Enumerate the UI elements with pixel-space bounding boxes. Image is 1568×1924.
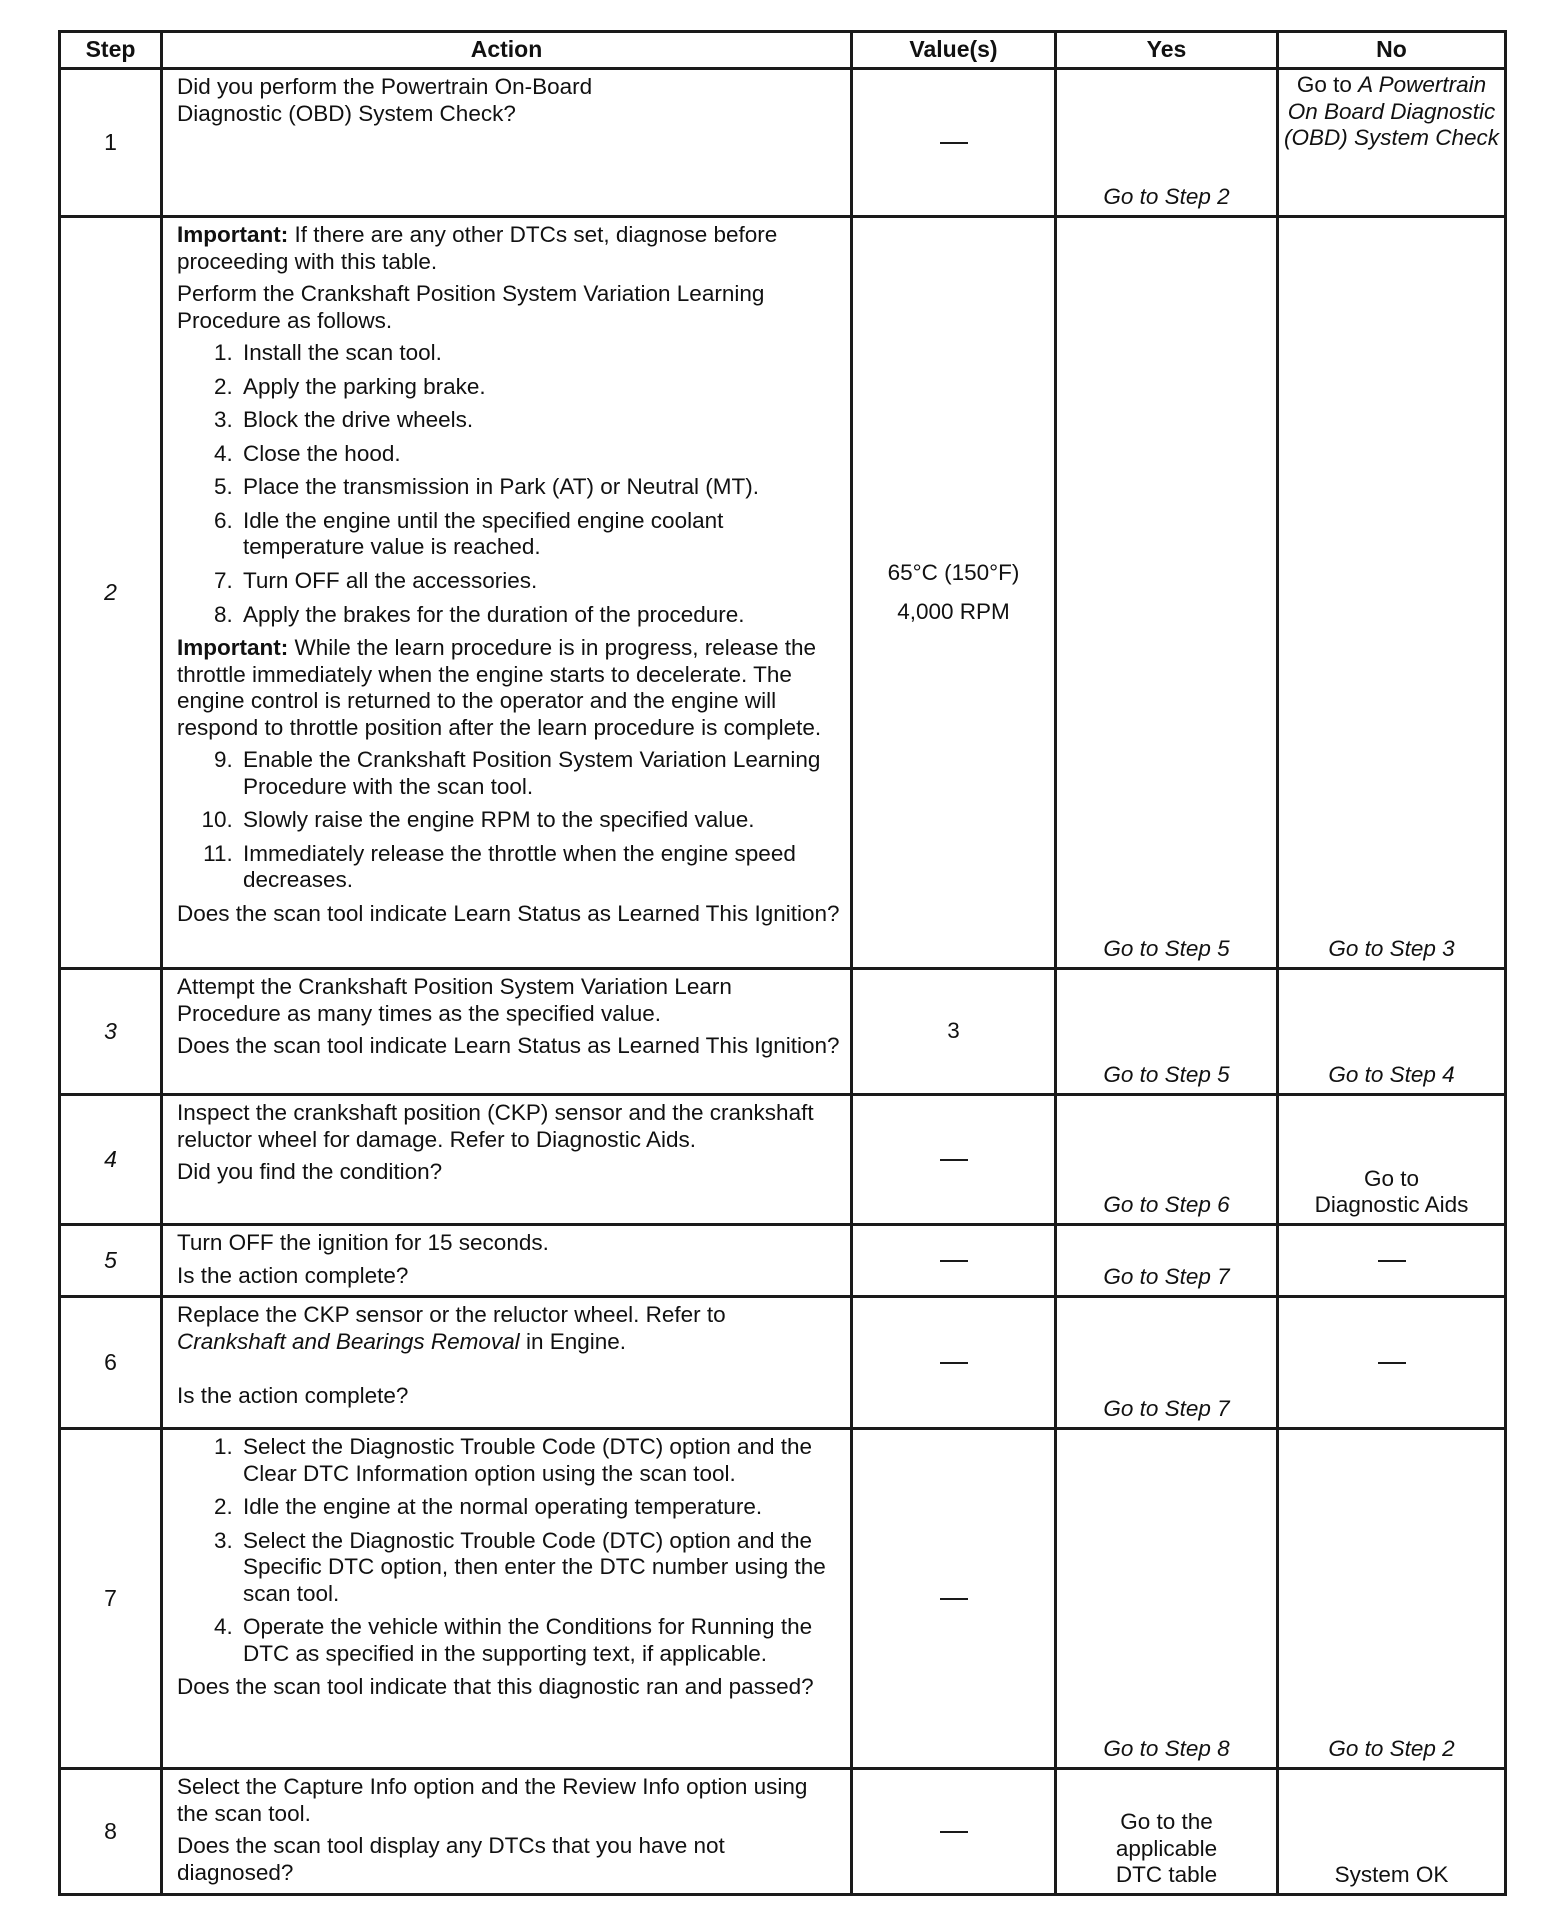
question: Did you find the condition? (177, 1159, 443, 1185)
value-cell (852, 969, 1056, 1095)
dash (940, 1598, 968, 1600)
step-row-3 (60, 969, 1506, 1095)
question: Did you perform the Powertrain On-Board Diagnostic (OBD) System Check? (177, 74, 593, 126)
yes-cell (1056, 1769, 1278, 1895)
question: Does the scan tool indicate that this diagnostic ran and passed? (177, 1674, 814, 1700)
dash (1378, 1260, 1406, 1262)
step-row-2 (60, 217, 1506, 969)
diagnostic-table (58, 30, 1507, 1896)
no-cell (1278, 1095, 1506, 1225)
list-item: 11. Immediately release the throttle when the engine speed decreases. (239, 841, 840, 894)
list-item: 2. Idle the engine at the normal operating temperature. (239, 1494, 840, 1521)
dash (940, 1260, 968, 1262)
yes-action: Go to Step 8 (1103, 1736, 1230, 1762)
action-cell (162, 217, 852, 969)
step-row-7 (60, 1429, 1506, 1769)
value-cell (852, 1429, 1056, 1769)
list-item: 5. Place the transmission in Park (AT) or Neutral (MT). (239, 474, 840, 501)
no-cell (1278, 1225, 1506, 1297)
step-row-4 (60, 1095, 1506, 1225)
value-cell (852, 217, 1056, 969)
value-cell (852, 1297, 1056, 1429)
header-step: Step (60, 32, 162, 69)
action-cell (162, 1297, 852, 1429)
step-row-6 (60, 1297, 1506, 1429)
dash (940, 142, 968, 144)
action-text-part: Replace the CKP sensor or the reluctor wheel. Refer to (177, 1302, 726, 1327)
step-number: 3 (60, 969, 162, 1095)
value-attempts: 3 (947, 1018, 960, 1044)
procedure-list (177, 1434, 840, 1667)
question: Is the action complete? (177, 1262, 409, 1288)
no-cell (1278, 1297, 1506, 1429)
step-number: 8 (60, 1769, 162, 1895)
important-note (177, 635, 840, 741)
no-cell (1278, 1429, 1506, 1769)
no-action-link: A Powertrain On Board Diagnostic (OBD) System Check (1283, 72, 1500, 151)
yes-action: Go to Step 6 (1103, 1192, 1230, 1218)
list-item: 4. Operate the vehicle within the Conditions for Running the DTC as specified in the supporting text, if applicable. (239, 1614, 840, 1667)
step-row-8 (60, 1769, 1506, 1895)
intro-text: Perform the Crankshaft Position System Variation Learning Procedure as follows. (177, 281, 765, 333)
list-item: 9. Enable the Crankshaft Position System Variation Learning Procedure with the scan tool. (239, 747, 840, 800)
important-text: If there are any other DTCs set, diagnose before proceeding with this table. (177, 222, 778, 274)
yes-cell (1056, 1225, 1278, 1297)
no-action: Go to Step 2 (1328, 1736, 1455, 1762)
action-text: Select the Capture Info option and the Review Info option using the scan tool. (177, 1774, 808, 1826)
important-label: Important: (177, 635, 289, 661)
no-cell (1278, 69, 1506, 217)
action-cell (162, 969, 852, 1095)
value-cell (852, 1095, 1056, 1225)
action-text: Inspect the crankshaft position (CKP) sensor and the crankshaft reluctor wheel for damage. Refer to Diagnostic Aids. (177, 1100, 814, 1152)
yes-cell (1056, 69, 1278, 217)
yes-cell (1056, 1429, 1278, 1769)
no-action: Go to Step 4 (1328, 1062, 1455, 1088)
step-row-1 (60, 69, 1506, 217)
no-action: System OK (1334, 1862, 1449, 1888)
yes-action: Go to the applicable DTC table (1115, 1809, 1218, 1888)
header-yes: Yes (1056, 32, 1278, 69)
step-row-5 (60, 1225, 1506, 1297)
question: Is the action complete? (177, 1383, 409, 1409)
procedure-list-a (177, 340, 840, 628)
list-item: 10. Slowly raise the engine RPM to the specified value. (239, 807, 840, 834)
list-item: 2. Apply the parking brake. (239, 374, 840, 401)
yes-action: Go to Step 7 (1103, 1264, 1230, 1290)
yes-cell (1056, 217, 1278, 969)
reference-link: Crankshaft and Bearings Removal (177, 1328, 520, 1354)
list-item: 6. Idle the engine until the specified engine coolant temperature value is reached. (239, 508, 840, 561)
header-action: Action (162, 32, 852, 69)
important-label: Important: (177, 222, 289, 247)
step-number: 6 (60, 1297, 162, 1429)
step-number: 4 (60, 1095, 162, 1225)
no-cell (1278, 217, 1506, 969)
action-cell (162, 1769, 852, 1895)
no-action-prefix: Go to (1296, 72, 1352, 97)
list-item: 1. Install the scan tool. (239, 340, 840, 367)
yes-cell (1056, 1297, 1278, 1429)
list-item: 3. Block the drive wheels. (239, 407, 840, 434)
yes-cell (1056, 1095, 1278, 1225)
action-text: Turn OFF the ignition for 15 seconds. (177, 1230, 549, 1255)
list-item: 7. Turn OFF all the accessories. (239, 568, 840, 595)
no-action-link: Diagnostic Aids (1314, 1192, 1469, 1218)
action-cell (162, 1225, 852, 1297)
header-values: Value(s) (852, 32, 1056, 69)
dash (940, 1159, 968, 1161)
step-number: 1 (60, 69, 162, 217)
action-cell (162, 1429, 852, 1769)
value-cell (852, 1769, 1056, 1895)
yes-action: Go to Step 5 (1103, 1062, 1230, 1088)
yes-action: Go to Step 2 (1103, 184, 1230, 210)
action-cell (162, 69, 852, 217)
question: Does the scan tool indicate Learn Status as Learned This Ignition? (177, 901, 840, 927)
important-note (177, 222, 840, 275)
yes-cell (1056, 969, 1278, 1095)
no-cell (1278, 969, 1506, 1095)
procedure-list-b (177, 747, 840, 894)
no-cell (1278, 1769, 1506, 1895)
question: Does the scan tool display any DTCs that you have not diagnosed? (177, 1833, 725, 1885)
important-text: While the learn procedure is in progress, release the throttle immediately when the engine starts to decelerate. The engine control is returned to the operator and the engine will respond to throttle position after the learn procedure is complete. (177, 635, 822, 740)
yes-action: Go to Step 5 (1103, 936, 1230, 962)
value-rpm: 4,000 RPM (897, 598, 1010, 624)
step-number: 5 (60, 1225, 162, 1297)
no-action-prefix: Go to (1363, 1165, 1420, 1191)
step-number: 7 (60, 1429, 162, 1769)
dash (940, 1362, 968, 1364)
list-item: 8. Apply the brakes for the duration of the procedure. (239, 602, 840, 629)
header-no: No (1278, 32, 1506, 69)
list-item: 4. Close the hood. (239, 441, 840, 468)
list-item: 1. Select the Diagnostic Trouble Code (DTC) option and the Clear DTC Information option using the scan tool. (239, 1434, 840, 1487)
dash (940, 1831, 968, 1833)
action-text-part: in Engine. (525, 1328, 627, 1354)
spacer (177, 1361, 840, 1383)
yes-action: Go to Step 7 (1103, 1396, 1230, 1422)
value-cell (852, 1225, 1056, 1297)
no-action: Go to Step 3 (1328, 936, 1455, 962)
action-text: Attempt the Crankshaft Position System Variation Learn Procedure as many times as the specified value. (177, 974, 732, 1026)
action-cell (162, 1095, 852, 1225)
action-text (177, 1302, 840, 1355)
header-row (60, 32, 1506, 69)
question: Does the scan tool indicate Learn Status as Learned This Ignition? (177, 1033, 840, 1059)
dash (1378, 1362, 1406, 1364)
step-number: 2 (60, 217, 162, 969)
value-temperature: 65°C (150°F) (887, 559, 1020, 585)
list-item: 3. Select the Diagnostic Trouble Code (DTC) option and the Specific DTC option, then enter the DTC number using the scan tool. (239, 1528, 840, 1608)
value-cell (852, 69, 1056, 217)
